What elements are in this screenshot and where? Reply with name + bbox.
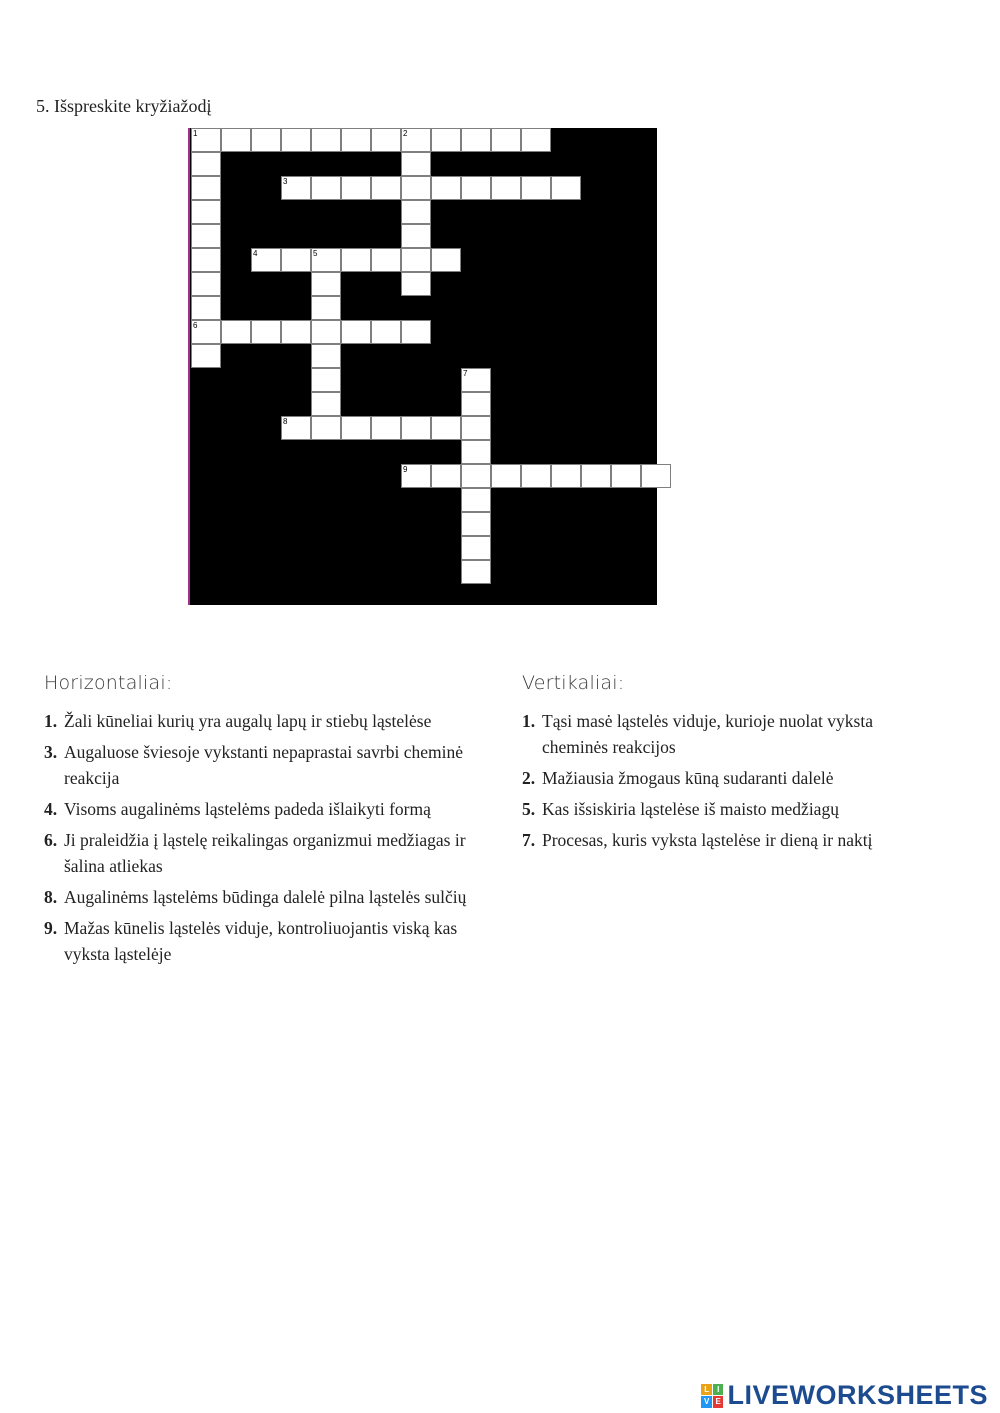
- crossword-cell[interactable]: [251, 248, 281, 272]
- crossword-cell[interactable]: [311, 248, 341, 272]
- crossword-cell[interactable]: [431, 464, 461, 488]
- crossword-clue-number: 9: [403, 465, 408, 474]
- down-clue-2: [522, 765, 942, 791]
- crossword-cell[interactable]: [311, 176, 341, 200]
- clue-number: 8.: [44, 887, 58, 907]
- crossword-cell[interactable]: [281, 176, 311, 200]
- logo-mark-icon: [701, 1384, 723, 1408]
- crossword-cell[interactable]: [461, 368, 491, 392]
- crossword-cell[interactable]: [581, 464, 611, 488]
- crossword-cell[interactable]: [341, 416, 371, 440]
- crossword-cell[interactable]: [521, 176, 551, 200]
- crossword-cell[interactable]: [341, 248, 371, 272]
- crossword-cell[interactable]: [191, 176, 221, 200]
- across-clues-section: [44, 672, 494, 972]
- clue-text: Ji praleidžia į ląstelę reikalingas organizmui medžiagas ir šalina atliekas: [64, 830, 466, 876]
- crossword-cell[interactable]: [641, 464, 671, 488]
- crossword-cell[interactable]: [401, 272, 431, 296]
- crossword-cell[interactable]: [251, 128, 281, 152]
- crossword-clue-number: 1: [193, 129, 198, 138]
- crossword-cell[interactable]: [311, 344, 341, 368]
- crossword-cell[interactable]: [191, 248, 221, 272]
- crossword-cell[interactable]: [371, 416, 401, 440]
- logo-text: LIVEWORKSHEETS: [727, 1380, 988, 1410]
- down-heading: Vertikaliai:: [522, 672, 625, 694]
- crossword-cell[interactable]: [281, 248, 311, 272]
- crossword-cell[interactable]: [551, 176, 581, 200]
- clue-text: Mažiausia žmogaus kūną sudaranti dalelė: [542, 768, 834, 788]
- across-clue-4: [44, 796, 494, 822]
- across-clue-9: [44, 915, 494, 967]
- crossword-cell[interactable]: [341, 128, 371, 152]
- crossword-cell[interactable]: [461, 464, 491, 488]
- crossword-cell[interactable]: [371, 248, 401, 272]
- crossword-cell[interactable]: [311, 416, 341, 440]
- crossword-cell[interactable]: [461, 416, 491, 440]
- crossword-cell[interactable]: [281, 128, 311, 152]
- crossword-cell[interactable]: [431, 128, 461, 152]
- crossword-cell[interactable]: [191, 152, 221, 176]
- crossword-cell[interactable]: [371, 128, 401, 152]
- crossword-cell[interactable]: [191, 296, 221, 320]
- logo-mark-letter: L: [701, 1384, 712, 1396]
- crossword-cell[interactable]: [251, 320, 281, 344]
- logo-mark-letter: V: [701, 1396, 712, 1408]
- clue-number: 9.: [44, 918, 58, 938]
- crossword-cell[interactable]: [371, 320, 401, 344]
- crossword-cell[interactable]: [401, 320, 431, 344]
- crossword-cell[interactable]: [191, 344, 221, 368]
- crossword-cell[interactable]: [371, 176, 401, 200]
- crossword-cell[interactable]: [461, 176, 491, 200]
- crossword-cell[interactable]: [461, 488, 491, 512]
- crossword-cell[interactable]: [461, 536, 491, 560]
- crossword-cell[interactable]: [401, 152, 431, 176]
- crossword-cell[interactable]: [491, 128, 521, 152]
- crossword-cell[interactable]: [431, 176, 461, 200]
- across-clue-1: [44, 708, 494, 734]
- down-clue-7: [522, 827, 942, 853]
- crossword-cell[interactable]: [311, 368, 341, 392]
- crossword-cell[interactable]: [401, 200, 431, 224]
- across-clue-6: [44, 827, 494, 879]
- crossword-cell[interactable]: [401, 248, 431, 272]
- crossword-cell[interactable]: [401, 224, 431, 248]
- crossword-cell[interactable]: [551, 464, 581, 488]
- clue-number: 2.: [522, 768, 536, 788]
- clue-number: 5.: [522, 799, 536, 819]
- task-title: 5. Išspreskite kryžiažodį: [36, 96, 212, 116]
- crossword-clue-number: 7: [463, 369, 468, 378]
- across-clue-list: [44, 708, 494, 967]
- crossword-clue-number: 8: [283, 417, 288, 426]
- down-clues-section: [522, 672, 942, 858]
- crossword-cell[interactable]: [311, 272, 341, 296]
- clue-number: 3.: [44, 742, 58, 762]
- crossword-cell[interactable]: [311, 320, 341, 344]
- crossword-clue-number: 3: [283, 177, 288, 186]
- crossword-cell[interactable]: [461, 440, 491, 464]
- clue-text: Augalinėms ląstelėms būdinga dalelė pilna ląstelės sulčių: [64, 887, 467, 907]
- crossword-clue-number: 4: [253, 249, 258, 258]
- crossword-cell[interactable]: [491, 464, 521, 488]
- crossword-cell[interactable]: [341, 320, 371, 344]
- clue-text: Mažas kūnelis ląstelės viduje, kontroliuojantis viską kas vyksta ląstelėje: [64, 918, 458, 964]
- crossword-cell[interactable]: [281, 416, 311, 440]
- clue-text: Augaluose šviesoje vykstanti nepaprastai savrbi cheminė reakcija: [64, 742, 463, 788]
- crossword-cell[interactable]: [461, 560, 491, 584]
- crossword-cell[interactable]: [491, 176, 521, 200]
- clue-number: 1.: [522, 711, 536, 731]
- crossword-cell[interactable]: [191, 128, 221, 152]
- crossword-cell[interactable]: [611, 464, 641, 488]
- clue-text: Visoms augalinėms ląstelėms padeda išlaikyti formą: [64, 799, 431, 819]
- down-clue-1: [522, 708, 942, 760]
- clue-number: 6.: [44, 830, 58, 850]
- crossword-cell[interactable]: [461, 392, 491, 416]
- crossword-cell[interactable]: [401, 128, 431, 152]
- crossword-cell[interactable]: [431, 248, 461, 272]
- crossword-cell[interactable]: [401, 176, 431, 200]
- crossword-cell[interactable]: [191, 224, 221, 248]
- crossword-cell[interactable]: [461, 128, 491, 152]
- crossword-cell[interactable]: [311, 296, 341, 320]
- crossword-cell[interactable]: [281, 320, 311, 344]
- crossword-cell[interactable]: [401, 416, 431, 440]
- across-heading: Horizontaliai:: [44, 672, 173, 694]
- clue-text: Procesas, kuris vyksta ląstelėse ir dieną ir naktį: [542, 830, 873, 850]
- crossword-cell[interactable]: [521, 128, 551, 152]
- crossword-cell[interactable]: [401, 464, 431, 488]
- crossword-clue-number: 6: [193, 321, 198, 330]
- clue-text: Žali kūneliai kurių yra augalų lapų ir stiebų ląstelėse: [64, 711, 432, 731]
- clue-number: 4.: [44, 799, 58, 819]
- crossword-cell[interactable]: [461, 512, 491, 536]
- clue-text: Tąsi masė ląstelės viduje, kurioje nuolat vyksta cheminės reakcijos: [542, 711, 873, 757]
- down-clue-list: [522, 708, 942, 853]
- down-clue-5: [522, 796, 942, 822]
- clue-number: 1.: [44, 711, 58, 731]
- crossword-clue-number: 2: [403, 129, 408, 138]
- crossword-grid: [188, 128, 657, 605]
- crossword-cell[interactable]: [221, 128, 251, 152]
- across-clue-3: [44, 739, 494, 791]
- crossword-cell[interactable]: [191, 200, 221, 224]
- clue-text: Kas išsiskiria ląstelėse iš maisto medžiagų: [542, 799, 839, 819]
- crossword-cell[interactable]: [311, 392, 341, 416]
- crossword-cell[interactable]: [341, 176, 371, 200]
- crossword-cell[interactable]: [431, 416, 461, 440]
- liveworksheets-logo: [701, 1380, 988, 1411]
- crossword-cell[interactable]: [311, 128, 341, 152]
- crossword-cell[interactable]: [521, 464, 551, 488]
- logo-mark-letter: E: [713, 1396, 724, 1408]
- logo-mark-letter: I: [713, 1384, 724, 1396]
- crossword-cell[interactable]: [191, 272, 221, 296]
- crossword-clue-number: 5: [313, 249, 318, 258]
- crossword-cell[interactable]: [191, 320, 221, 344]
- clue-number: 7.: [522, 830, 536, 850]
- across-clue-8: [44, 884, 494, 910]
- crossword-cell[interactable]: [221, 320, 251, 344]
